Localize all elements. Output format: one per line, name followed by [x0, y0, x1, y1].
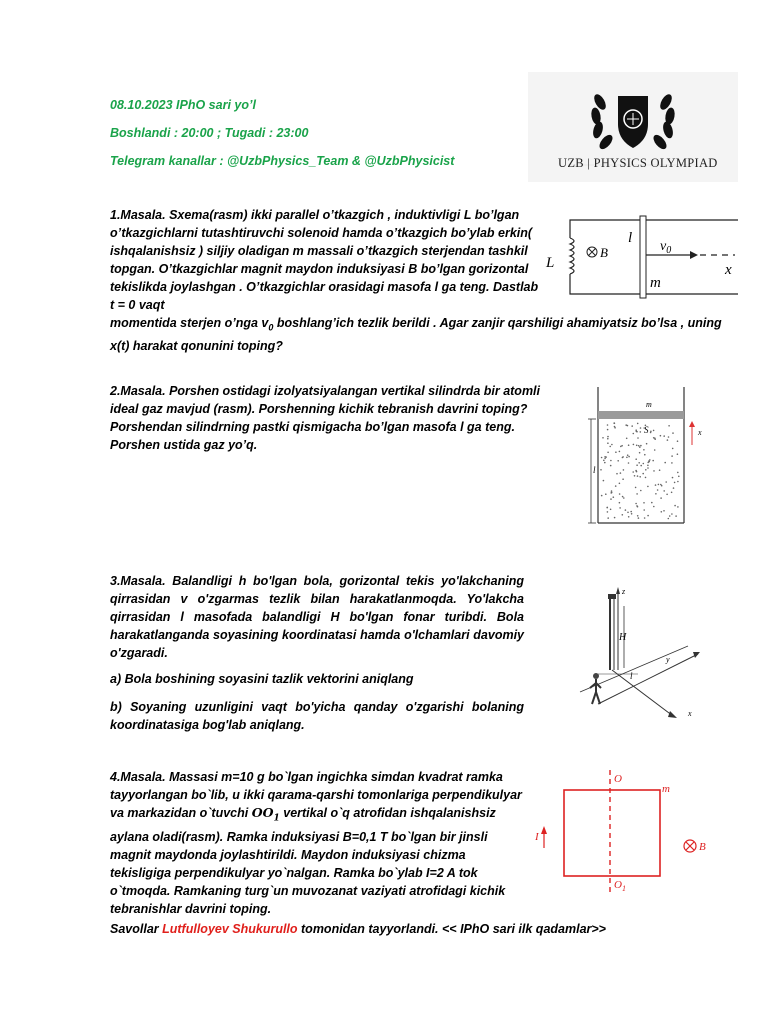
gas-particle [653, 470, 655, 472]
gas-particle [671, 513, 673, 515]
p1-label-l: l [628, 230, 633, 246]
gas-particle [640, 465, 642, 467]
gas-particle [635, 458, 637, 460]
gas-particle [664, 462, 666, 464]
gas-particle [607, 436, 609, 438]
gas-particle [640, 431, 642, 433]
gas-particle [638, 462, 640, 464]
gas-particle [638, 517, 640, 519]
gas-particle [630, 511, 632, 513]
gas-particle [644, 517, 646, 519]
footer-prefix: Savollar [110, 922, 163, 936]
gas-particle [619, 502, 621, 504]
gas-particle [653, 430, 655, 432]
gas-particle [625, 509, 627, 511]
date-line: 08.10.2023 IPhO sari yo’l [110, 98, 256, 112]
gas-particle [671, 462, 673, 464]
svg-text:B: B [600, 245, 608, 260]
gas-particle [614, 423, 616, 425]
gas-particle [613, 496, 615, 498]
gas-particle [660, 484, 662, 486]
gas-particle [604, 458, 606, 460]
gas-particle [628, 456, 630, 458]
gas-particle [671, 455, 673, 457]
gas-particle [627, 454, 629, 456]
gas-particle [637, 515, 639, 517]
problem-2-figure [588, 385, 708, 527]
p3-label-l: l [630, 671, 633, 681]
footer-author: Lutfulloyev Shukurullo [162, 922, 298, 936]
gas-particle [604, 462, 606, 464]
gas-particle [647, 515, 649, 517]
gas-particle [667, 439, 669, 441]
problem-1-figure [540, 212, 740, 304]
gas-particle [643, 449, 645, 451]
gas-particle [622, 514, 624, 516]
p1-label-m: m [650, 275, 661, 291]
problem-4-text: 4.Masala. Massasi m=10 g bo`lgan ingichka simdan kvadrat ramka tayyorlangan bo`lib, u ikki qarama-qarshi tomonlariga perpendikulyar va markazidan o`tuvchi $OO_1$ vertikal o`q atrofidan ishqalanishsiz aylana oladi(rasm). Ramka induksiyasi B=0,1 T bo`lgan bir jinsli magnit maydonda joylashtirildi. Maydon induksiyasi chizma tekisligiga perpendikulyar yo`nalgan. Ramka bo`ylab I=2 A tok o`tmoqda. Ramkaning turg`un muvozanat vaziyati atrofidagi kichik tebranishlar davrini toping. [110, 770, 522, 916]
svg-text:O1: $O_1$ [614, 879, 626, 893]
gas-particle [603, 460, 605, 462]
gas-particle [626, 457, 628, 459]
gas-particle [634, 475, 636, 477]
gas-particle [633, 433, 635, 435]
svg-text:v0: $v_0$ [660, 239, 672, 256]
problem-2-text: 2.Masala. Porshen ostidagi izolyatsiyalangan vertikal silindrda bir atomli ideal gaz mavjud (rasm). Porshenning kichik tebranish davrini toping? Porshendan silindrning pastki qismigacha bo’lgan masofa l ga teng. Porshen ustida gaz yo’q. [110, 384, 540, 452]
gas-particle [623, 469, 625, 471]
p4-label-I: I [535, 831, 539, 843]
gas-particle [636, 464, 638, 466]
gas-particle [643, 509, 645, 511]
gas-particle [628, 516, 630, 518]
gas-particle [677, 472, 679, 474]
gas-particle [623, 497, 625, 499]
gas-particle [675, 515, 677, 517]
gas-particle [610, 498, 612, 500]
p3-label-H: H [619, 632, 627, 643]
gas-particle [677, 506, 679, 508]
gas-particle [636, 431, 638, 433]
gas-particle [663, 490, 665, 492]
gas-particle [666, 494, 668, 496]
gas-particle [640, 427, 642, 429]
gas-particle [610, 460, 612, 462]
p2-label-l: l [593, 465, 596, 475]
gas-particle [603, 480, 605, 482]
gas-particle [653, 506, 655, 508]
problem-3-text: 3.Masala. Balandligi h bo'lgan bola, gorizontal tekis yo'lakchaning qirrasidan v o'zgarmas tezlik bilan harakatlanmoqda. Yo'lakcha qirrasidan l masofada balandligi H bo'lgan fonar turibdi. Bola harakatlanganda soyasining koordinatasi hamda o'lchamlari davomiy o'zgaradi. [110, 574, 524, 660]
p3-label-z: z [622, 587, 626, 596]
gas-particle [631, 425, 633, 427]
gas-particle [627, 425, 629, 427]
gas-particle [607, 511, 609, 513]
gas-particle [677, 453, 679, 455]
gas-particle [628, 462, 630, 464]
gas-particle [643, 502, 645, 504]
gas-particle [607, 424, 609, 426]
gas-particle [663, 435, 665, 437]
gas-particle [628, 444, 630, 446]
gas-particle [614, 426, 616, 428]
gas-particle [601, 457, 603, 459]
gas-particle [607, 438, 609, 440]
footer-line [110, 920, 750, 938]
problem-1-text: 1.Masala. Sxema(rasm) ikki parallel o’tkazgich , induktivligi L bo’lgan o’tkazgichlarni tutashtiruvchi solenoid hamda o’tkazgich bo’ylab erkin( ishqalanishsiz ) siljiy oladigan m massali o’tkazgich sterjendan tashkil topgan. O’tkazgichlar magnit maydon induksiyasi B bo’lgan gorizontal tekislikda joylashgan . O’tkazgichlar orasidagi masofa l ga teng. Dastlab t = 0 vaqt [110, 208, 539, 312]
gas-particle [626, 438, 628, 440]
gas-particle [663, 510, 665, 512]
telegram-line: Telegram kanallar : @UzbPhysics_Team & @UzbPhysicist [110, 154, 455, 168]
gas-particle [616, 473, 618, 475]
gas-particle [657, 489, 659, 491]
gas-particle [620, 472, 622, 474]
gas-particle [678, 476, 680, 478]
gas-particle [646, 443, 648, 445]
logo-text-olympiad: PHYSICS OLYMPIAD [593, 156, 718, 170]
gas-particle [637, 423, 639, 425]
time-line: Boshlandi : 20:00 ; Tugadi : 23:00 [110, 126, 309, 140]
logo-text-uzb: UZB [558, 156, 584, 170]
gas-particle [653, 437, 655, 439]
gas-particle [647, 467, 649, 469]
gas-particle [650, 432, 652, 434]
gas-particle [671, 492, 673, 494]
gas-particle [651, 502, 653, 504]
gas-particle [622, 478, 624, 480]
gas-particle [610, 465, 612, 467]
gas-particle [614, 517, 616, 519]
problem-3-part-a: a) Bola boshining soyasini tazlik vektorini aniqlang [110, 672, 414, 686]
gas-particle [640, 445, 642, 447]
footer-suffix: tomonidan tayyorlandi. << IPhO sari ilk qadamlar>> [297, 922, 606, 936]
p4-label-m: m [662, 783, 670, 795]
gas-particle [645, 469, 647, 471]
gas-particle [639, 476, 641, 478]
p3-label-y: y [666, 655, 670, 664]
gas-particle [633, 444, 635, 446]
gas-particle [604, 456, 606, 458]
p4-label-O: O [614, 773, 622, 785]
gas-particle [668, 518, 670, 520]
gas-particle [610, 509, 612, 511]
gas-particle [605, 493, 607, 495]
gas-particle [607, 452, 609, 454]
p2-label-x: x [698, 428, 702, 437]
gas-particle [607, 442, 609, 444]
gas-particle [619, 483, 621, 485]
gas-particle [615, 485, 617, 487]
gas-particle [672, 477, 674, 479]
p1-label-L: L [546, 255, 555, 271]
gas-particle [660, 497, 662, 499]
gas-particle [619, 493, 621, 495]
problem-3-figure [578, 584, 708, 720]
gas-particle [611, 492, 613, 494]
gas-particle [649, 459, 651, 461]
gas-particle [600, 469, 602, 471]
problem-4-figure [532, 768, 722, 896]
gas-particle [658, 484, 660, 486]
gas-particle [655, 484, 657, 486]
gas-particle [635, 487, 637, 489]
gas-particle [660, 435, 662, 437]
gas-particle [668, 436, 670, 438]
gas-particle [655, 493, 657, 495]
gas-particle [642, 473, 644, 475]
gas-particle [619, 451, 621, 453]
gas-particle [622, 456, 624, 458]
gas-particle [672, 432, 674, 434]
gas-particle [611, 444, 613, 446]
gas-particle [636, 493, 638, 495]
gas-particle [602, 437, 604, 439]
gas-particle [615, 451, 617, 453]
p1-label-x: x [725, 262, 732, 278]
gas-particle [601, 495, 603, 497]
gas-particle [673, 487, 675, 489]
gas-particle [647, 486, 649, 488]
gas-particle [672, 448, 674, 450]
gas-particle [640, 490, 642, 492]
gas-particle [639, 452, 641, 454]
gas-particle [638, 445, 640, 447]
gas-particle [644, 454, 646, 456]
gas-particle [669, 515, 671, 517]
gas-particle [647, 465, 649, 467]
gas-particle [611, 490, 613, 492]
gas-particle [637, 475, 639, 477]
p2-label-S: S [644, 425, 649, 435]
gas-particle [617, 460, 619, 462]
gas-particle [631, 513, 633, 515]
gas-particle [619, 507, 621, 509]
gas-particle [609, 446, 611, 448]
gas-particle [607, 429, 609, 431]
gas-particle [639, 446, 641, 448]
gas-particle [668, 425, 670, 427]
problem-3-part-b: b) Soyaning uzunligini vaqt bo'yicha qanday o'zgarishi bolaning koordinatasiga bog'lab aniqlang. [110, 700, 524, 732]
p2-label-m: m [646, 400, 652, 409]
gas-particle [661, 511, 663, 513]
gas-particle [636, 505, 638, 507]
gas-particle [674, 482, 676, 484]
gas-particle [620, 446, 622, 448]
gas-particle [645, 477, 647, 479]
gas-particle [643, 463, 645, 465]
problem-1-text-tail: momentida sterjen o’nga $v_0$ boshlang’ich tezlik berildi . Agar zanjir qarshiligi ahamiyatsiz bo’lsa , uning x(t) harakat qonunini toping? [110, 316, 722, 353]
gas-particle [654, 449, 656, 451]
gas-particle [627, 512, 629, 514]
p3-label-x: x [688, 709, 692, 718]
gas-particle [659, 469, 661, 471]
gas-particle [635, 503, 637, 505]
gas-particle [606, 507, 608, 509]
gas-particle [635, 470, 637, 472]
gas-particle [665, 481, 667, 483]
olympiad-logo: UZB | PHYSICS OLYMPIAD [528, 72, 738, 182]
gas-particle [677, 440, 679, 442]
gas-particle [674, 505, 676, 507]
p4-label-B: B [699, 841, 706, 853]
gas-particle [632, 471, 634, 473]
gas-particle [607, 517, 609, 519]
gas-particle [654, 438, 656, 440]
gas-particle [636, 445, 638, 447]
gas-particle [622, 496, 624, 498]
gas-particle [652, 460, 654, 462]
gas-particle [677, 481, 679, 483]
gas-particle [637, 437, 639, 439]
